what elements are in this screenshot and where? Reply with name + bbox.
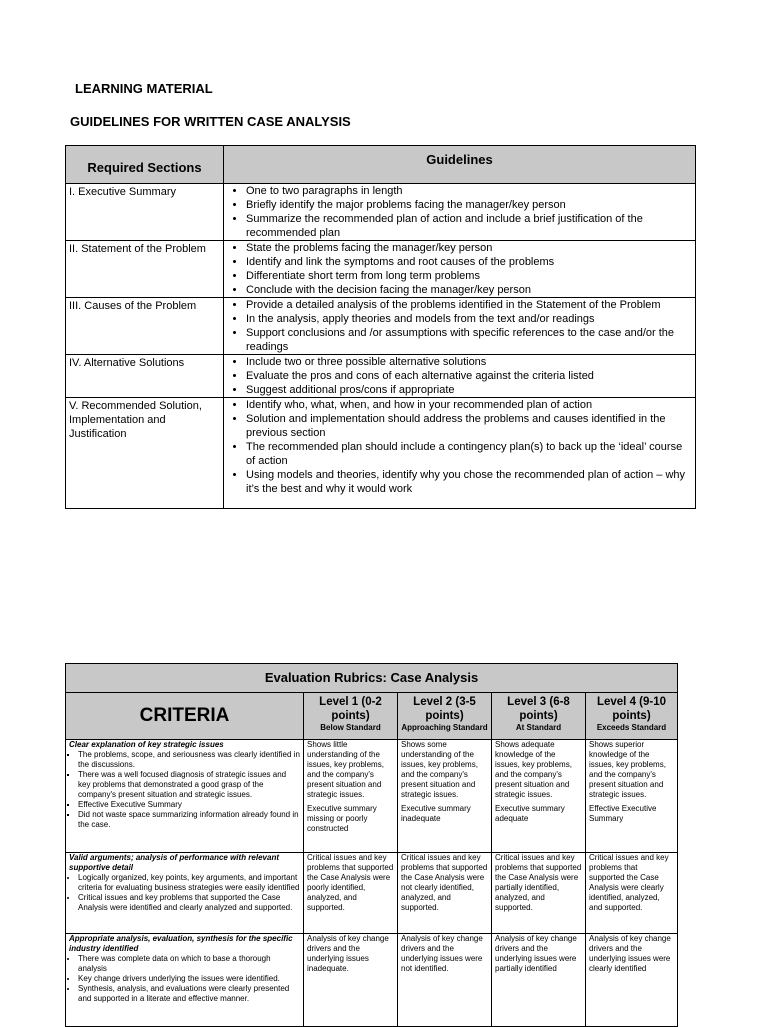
- level-sub: Below Standard: [320, 723, 381, 732]
- level-text-summary: Executive summary adequate: [495, 804, 565, 823]
- guideline-item: • Differentiate short term from long term problems: [246, 269, 691, 283]
- guideline-row: [66, 184, 696, 241]
- rubric-row: [66, 740, 678, 853]
- level-cell: [304, 934, 398, 1027]
- level-text: Analysis of key change drivers and the underlying issues were not identified.: [401, 934, 483, 973]
- guideline-item: • Identify and link the symptoms and root causes of the problems: [246, 255, 691, 269]
- criteria-cell: [66, 853, 304, 934]
- section-name: IV. Alternative Solutions: [66, 355, 224, 398]
- criteria-item: ▪ Effective Executive Summary: [78, 800, 300, 810]
- level-cell: [586, 853, 678, 934]
- level-header: [398, 693, 492, 740]
- criteria-item: • Synthesis, analysis, and evaluations were clearly presented and supported in a literate and effective manner.: [78, 984, 300, 1004]
- level-header: [304, 693, 398, 740]
- level-cell: [304, 740, 398, 853]
- guideline-item: • Conclude with the decision facing the manager/key person: [246, 283, 691, 297]
- criteria-cell: [66, 740, 304, 853]
- criteria-item: • Critical issues and key problems that supported the Case Analysis were identified and clearly analyzed and supported.: [78, 893, 300, 913]
- guideline-item: • Using models and theories, identify why you chose the recommended plan of action – why it’s the best and why it would work: [246, 468, 691, 496]
- guideline-item: • Summarize the recommended plan of action and include a brief justification of the recommended plan: [246, 212, 691, 240]
- heading-guidelines: GUIDELINES FOR WRITTEN CASE ANALYSIS: [70, 114, 351, 129]
- guideline-item: • Include two or three possible alternative solutions: [246, 355, 691, 369]
- guideline-row: [66, 355, 696, 398]
- guideline-item: • In the analysis, apply theories and models from the text and/or readings: [246, 312, 691, 326]
- section-name: III. Causes of the Problem: [66, 298, 224, 355]
- level-text: Critical issues and key problems that supported the Case Analysis were partially identified, analyzed, and supported.: [495, 853, 582, 912]
- level-label: Level 3 (6-8 points): [507, 696, 570, 722]
- level-text: Critical issues and key problems that supported the Case Analysis were clearly identified, analyzed, and supported.: [589, 853, 669, 912]
- level-cell: [492, 853, 586, 934]
- level-text: Analysis of key change drivers and the underlying issues were clearly identified: [589, 934, 671, 973]
- criteria-header: CRITERIA: [66, 693, 304, 740]
- level-text: Analysis of key change drivers and the underlying issues were partially identified: [495, 934, 577, 973]
- rubric-title-row: [66, 664, 678, 693]
- level-cell: [304, 853, 398, 934]
- rubric-table: [65, 663, 678, 1027]
- guideline-item: • State the problems facing the manager/key person: [246, 241, 691, 255]
- criteria-cell: [66, 934, 304, 1027]
- level-text: Critical issues and key problems that supported the Case Analysis were not clearly identified, analyzed, and supported.: [401, 853, 488, 912]
- guideline-item: • Support conclusions and /or assumptions with specific references to the case and/or the readings: [246, 326, 691, 354]
- level-header: [492, 693, 586, 740]
- guideline-item: • One to two paragraphs in length: [246, 184, 691, 198]
- level-text: Shows some understanding of the issues, key problems, and the company's present situation and strategic issues.: [401, 740, 478, 799]
- rubric-header-row: [66, 693, 678, 740]
- level-text: Shows little understanding of the issues, key problems, and the company's present situation and strategic issues.: [307, 740, 384, 799]
- guideline-list-cell: [224, 398, 696, 509]
- criteria-item: • There was complete data on which to base a thorough analysis: [78, 954, 300, 974]
- header-required-sections: Required Sections: [66, 146, 224, 184]
- level-text-summary: Executive summary missing or poorly constructed: [307, 804, 377, 833]
- level-sub: Exceeds Standard: [596, 723, 667, 732]
- rubric-row: [66, 853, 678, 934]
- guidelines-table: [65, 145, 696, 509]
- level-text: Analysis of key change drivers and the underlying issues inadequate.: [307, 934, 389, 973]
- criteria-title: Appropriate analysis, evaluation, synthesis for the specific industry identified: [69, 934, 293, 953]
- level-sub: Approaching Standard: [401, 723, 488, 732]
- criteria-item: ▪ The problems, scope, and seriousness was clearly identified in the discussions.: [78, 750, 300, 770]
- level-label: Level 4 (9-10 points): [596, 696, 667, 722]
- level-cell: [586, 934, 678, 1027]
- guideline-item: • Briefly identify the major problems facing the manager/key person: [246, 198, 691, 212]
- guideline-row: [66, 241, 696, 298]
- guideline-item: • Identify who, what, when, and how in your recommended plan of action: [246, 398, 691, 412]
- heading-learning-material: LEARNING MATERIAL: [75, 81, 213, 96]
- criteria-item: • Logically organized, key points, key arguments, and important criteria for evaluating business strategies were easily identified: [78, 873, 300, 893]
- header-guidelines: Guidelines: [224, 146, 696, 184]
- level-cell: [398, 853, 492, 934]
- guideline-item: • Suggest additional pros/cons if appropriate: [246, 383, 691, 397]
- section-name: V. Recommended Solution, Implementation and Justification: [66, 398, 224, 509]
- guideline-item: • The recommended plan should include a contingency plan(s) to back up the ‘ideal’ course of action: [246, 440, 691, 468]
- level-cell: [586, 740, 678, 853]
- guideline-list-cell: [224, 241, 696, 298]
- guideline-item: • Provide a detailed analysis of the problems identified in the Statement of the Problem: [246, 298, 691, 312]
- level-label: Level 1 (0-2 points): [319, 696, 382, 722]
- level-text: Critical issues and key problems that supported the Case Analysis were poorly identified, analyzed, and supported.: [307, 853, 394, 912]
- guidelines-header-row: [66, 146, 696, 184]
- level-sub: At Standard: [515, 723, 562, 732]
- level-cell: [398, 740, 492, 853]
- section-name: II. Statement of the Problem: [66, 241, 224, 298]
- guideline-item: • Evaluate the pros and cons of each alternative against the criteria listed: [246, 369, 691, 383]
- criteria-item: ▪ Did not waste space summarizing information already found in the case.: [78, 810, 300, 830]
- guideline-item: • Solution and implementation should address the problems and causes identified in the previous section: [246, 412, 691, 440]
- level-text-summary: Executive summary inadequate: [401, 804, 471, 823]
- criteria-title: Clear explanation of key strategic issues: [69, 740, 224, 749]
- section-name: I. Executive Summary: [66, 184, 224, 241]
- guideline-row: [66, 298, 696, 355]
- criteria-title: Valid arguments; analysis of performance with relevant supportive detail: [69, 853, 279, 872]
- level-cell: [492, 934, 586, 1027]
- level-cell: [492, 740, 586, 853]
- level-text: Shows superior knowledge of the issues, key problems, and the company's present situation and strategic issues.: [589, 740, 666, 799]
- guideline-row: [66, 398, 696, 509]
- level-cell: [398, 934, 492, 1027]
- level-label: Level 2 (3-5 points): [413, 696, 476, 722]
- guideline-list-cell: [224, 355, 696, 398]
- rubric-row: [66, 934, 678, 1027]
- guideline-list-cell: [224, 298, 696, 355]
- criteria-item: ▪ There was a well focused diagnosis of strategic issues and key problems that demonstrated a good grasp of the company's present situation and strategic issues.: [78, 770, 300, 800]
- guideline-list-cell: [224, 184, 696, 241]
- level-header: [586, 693, 678, 740]
- level-text: Shows adequate knowledge of the issues, key problems, and the company's present situation and strategic issues.: [495, 740, 572, 799]
- rubric-title: Evaluation Rubrics: Case Analysis: [66, 664, 678, 693]
- level-text-summary: Effective Executive Summary: [589, 804, 657, 823]
- criteria-item: • Key change drivers underlying the issues were identified.: [78, 974, 300, 984]
